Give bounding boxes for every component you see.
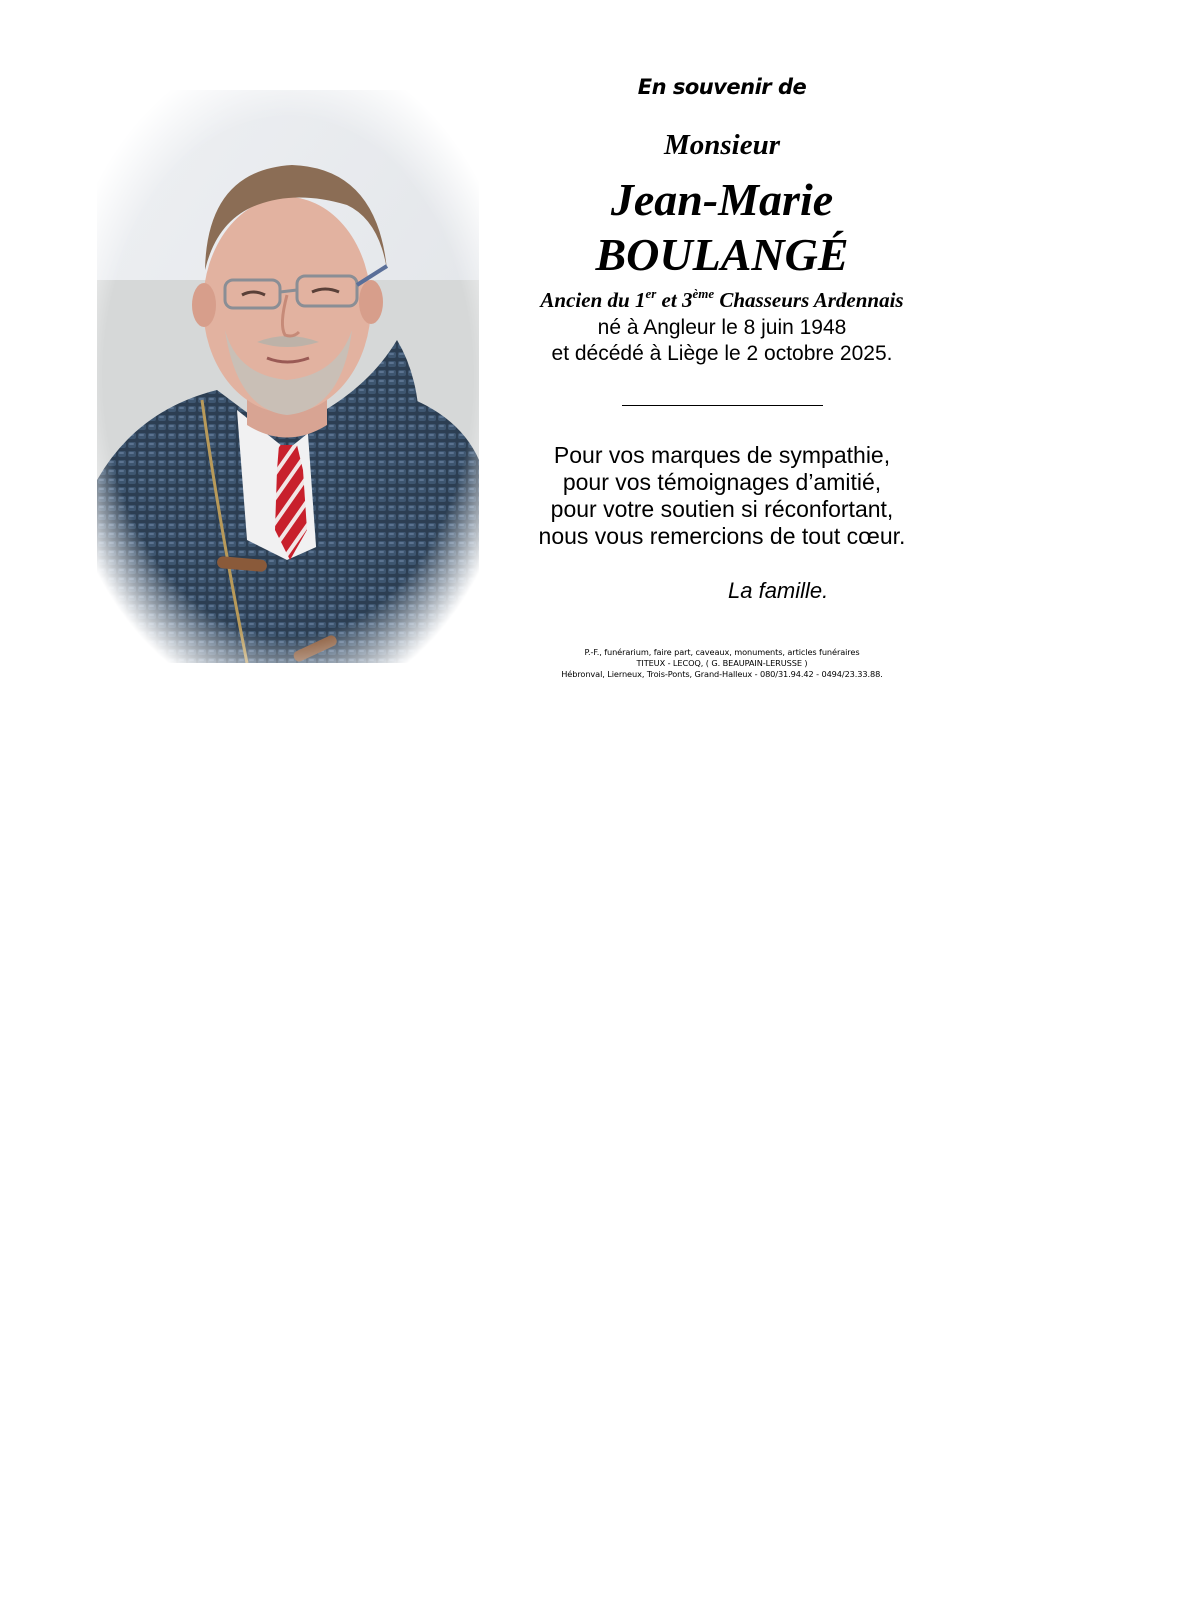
thanks-line: pour vos témoignages d’amitié,	[562, 469, 882, 495]
portrait-illustration	[97, 90, 479, 663]
funeral-home-line: TITEUX - LECOQ, ( G. BEAUPAIN-LERUSSE )	[636, 658, 808, 668]
last-name: BOULANGÉ	[595, 229, 849, 280]
birth-line: né à Angleur le 8 juin 1948	[597, 316, 847, 339]
thanks-line: pour votre soutien si réconfortant,	[550, 496, 894, 522]
ancien-middle: et 3	[656, 288, 693, 312]
portrait-photo	[97, 90, 479, 663]
ancien-suffix: Chasseurs Ardennais	[714, 288, 904, 312]
funeral-home-info	[500, 647, 944, 680]
thanks-message	[500, 442, 944, 550]
ancien-prefix: Ancien du 1	[540, 288, 646, 312]
family-signature: La famille.	[728, 578, 829, 603]
funeral-home-line: Hébronval, Lierneux, Trois-Ponts, Grand-Halleux - 080/31.94.42 - 0494/23.33.88.	[561, 669, 883, 679]
funeral-home-line: P.-F., funérarium, faire part, caveaux, monuments, articles funéraires	[584, 647, 860, 657]
death-line: et décédé à Liège le 2 octobre 2025.	[551, 342, 893, 365]
first-name: Jean-Marie	[610, 174, 834, 225]
military-service-line	[500, 286, 944, 314]
souvenir-heading: En souvenir de	[637, 75, 807, 99]
thanks-line: nous vous remercions de tout cœur.	[538, 523, 906, 549]
honorific: Monsieur	[663, 129, 781, 161]
thanks-line: Pour vos marques de sympathie,	[553, 442, 891, 468]
ancien-superscript-1: er	[645, 286, 657, 301]
ancien-superscript-2: ème	[692, 286, 715, 301]
separator-line	[622, 405, 823, 406]
